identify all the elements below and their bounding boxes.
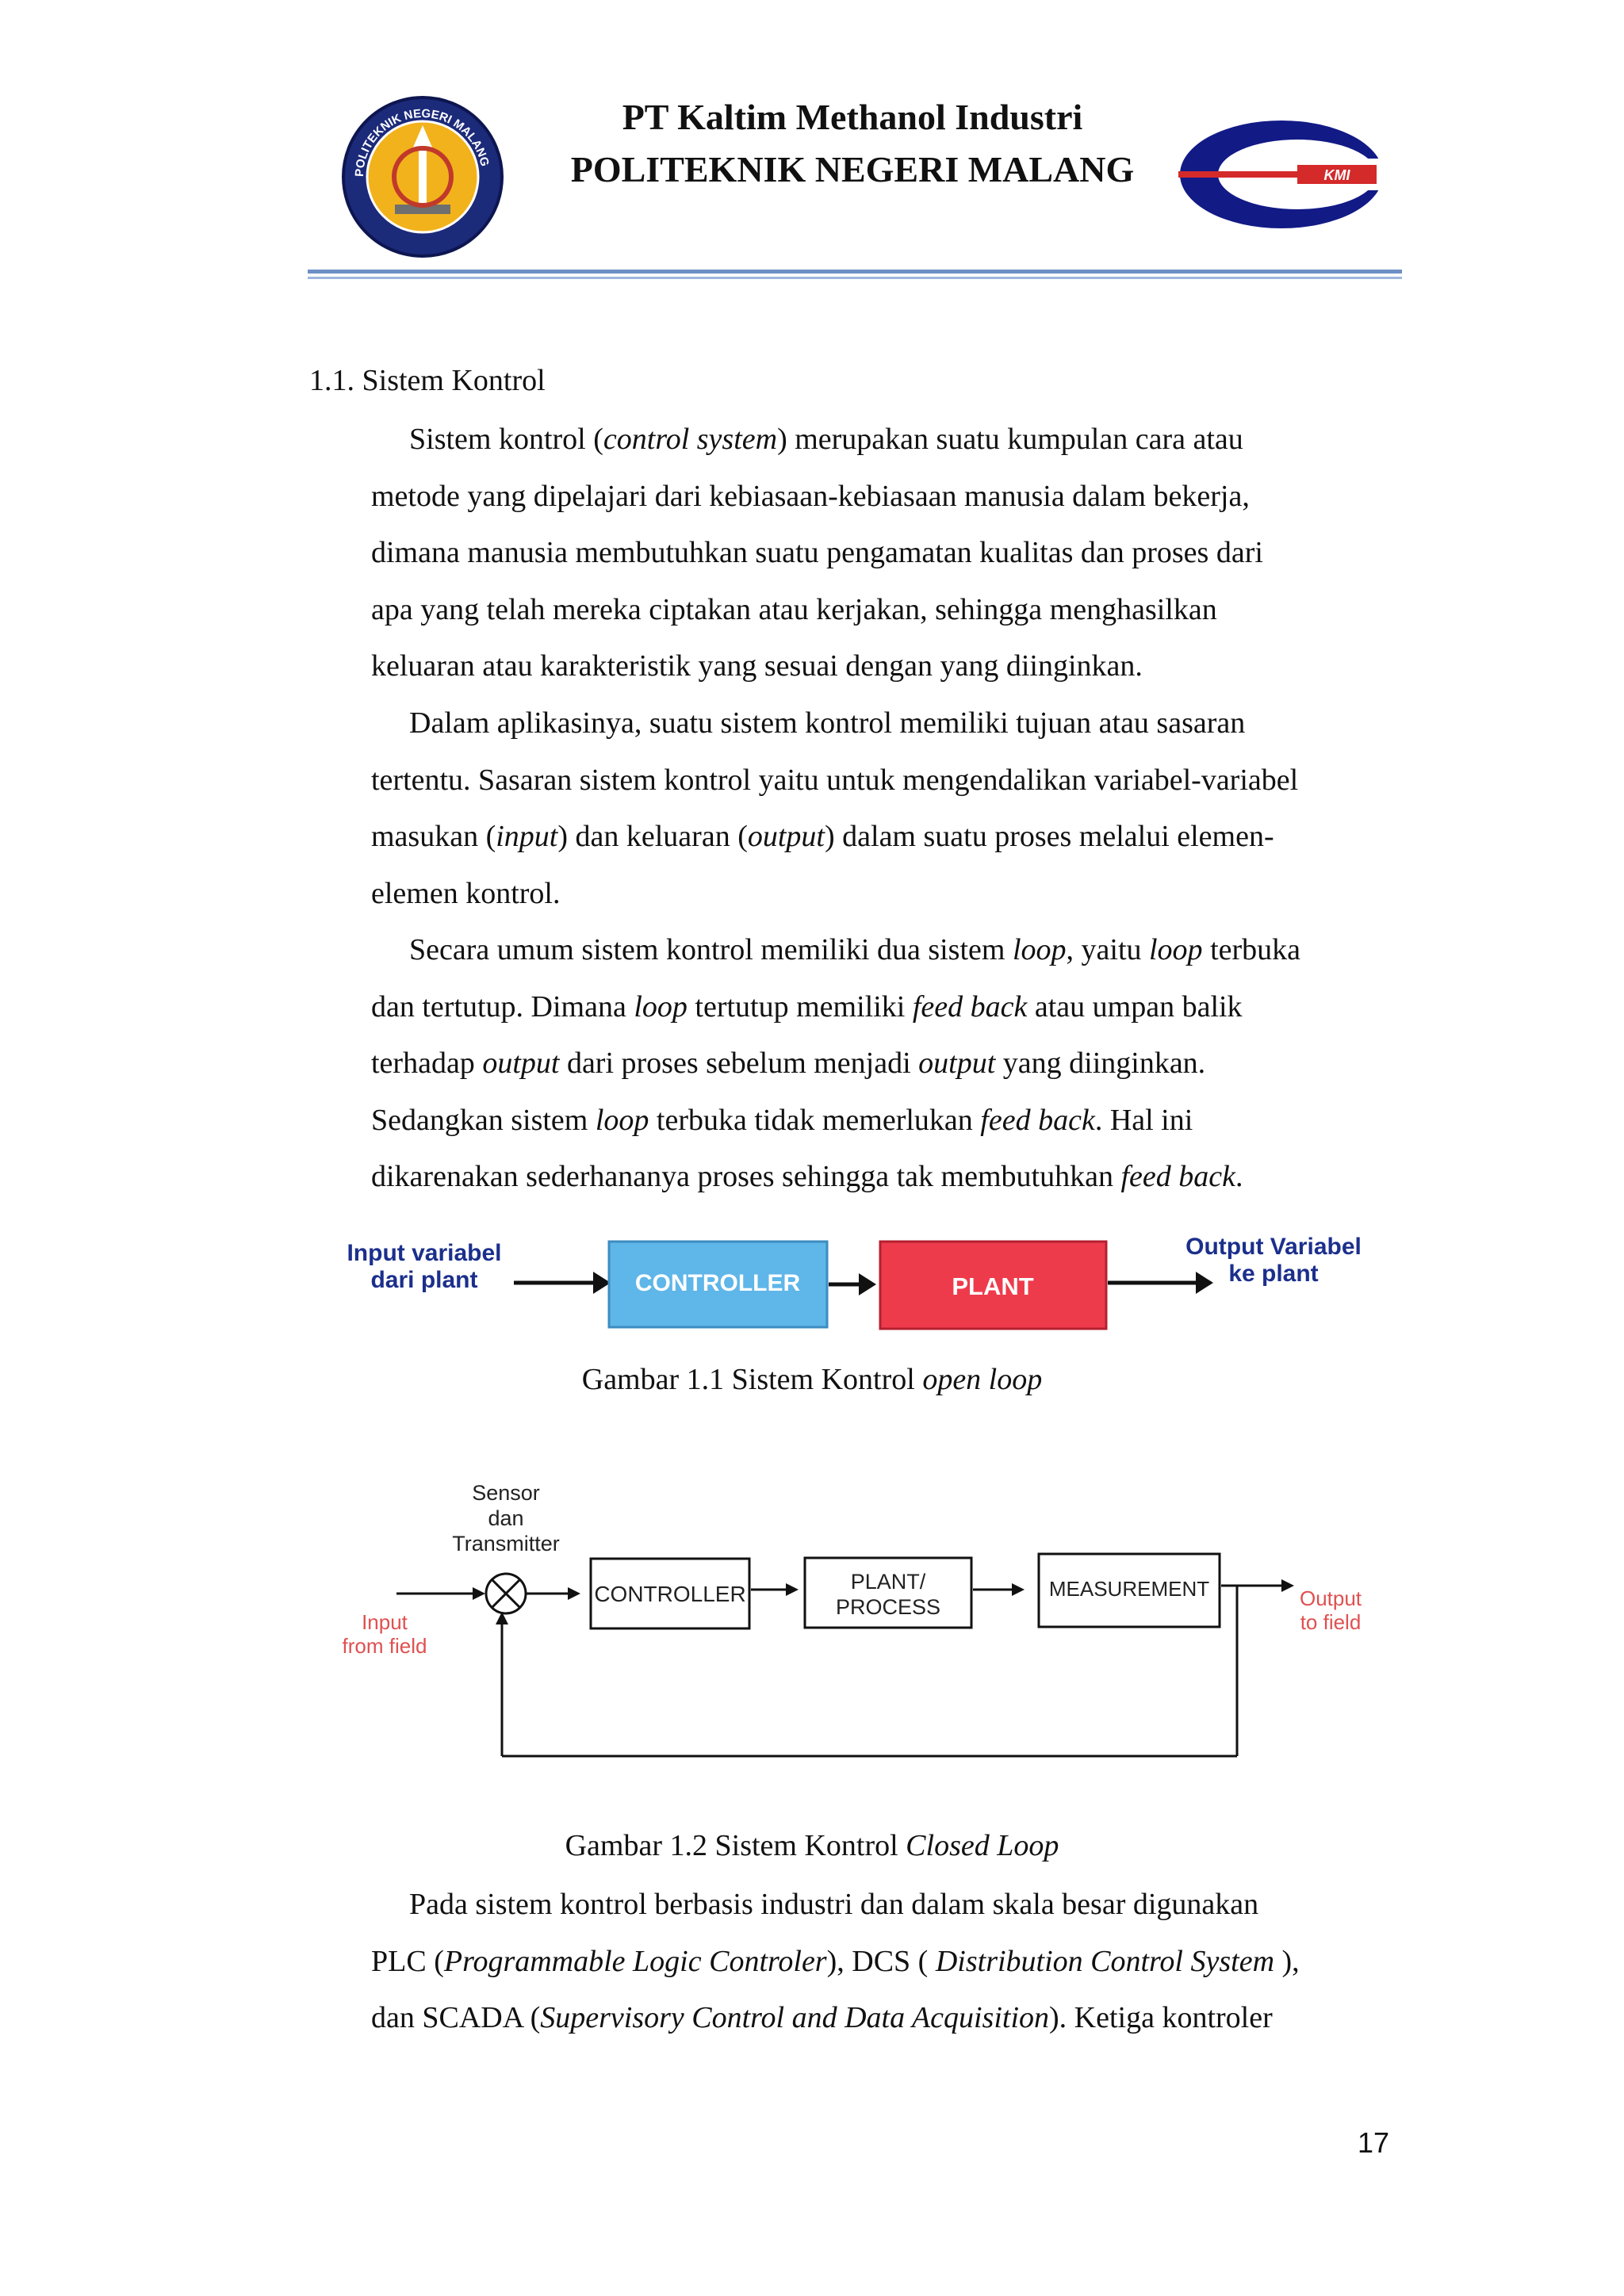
- arrow-icon: [1281, 1579, 1294, 1592]
- italic-term: control system: [603, 423, 778, 456]
- italic-term: loop: [634, 989, 688, 1024]
- para-line: [371, 752, 1394, 809]
- para-line: [371, 1093, 1394, 1150]
- italic-term: Programmable Logic Controler: [443, 1944, 827, 1978]
- open-loop-output-label-2: ke plant: [1228, 1261, 1319, 1287]
- text-run: tertentu. Sasaran sistem kontrol yaitu untuk mengendalikan variabel-variabel: [371, 763, 1299, 797]
- closed-loop-plant-label-1: PLANT/: [850, 1570, 926, 1594]
- text-run: Dalam aplikasinya, suatu sistem kontrol memiliki tujuan atau sasaran: [409, 706, 1246, 740]
- arrow-icon: [1196, 1272, 1213, 1294]
- text-run: ). Ketiga kontroler: [1049, 2001, 1273, 2034]
- italic-term: output: [482, 1047, 560, 1080]
- text-run: . Hal ini: [1094, 1103, 1193, 1137]
- para-line: [371, 1149, 1394, 1206]
- right-logo-text: KMI: [1323, 167, 1350, 183]
- text-run: PLC (: [371, 1944, 444, 1978]
- italic-term: input: [496, 820, 558, 853]
- sensor-label-1: Sensor: [472, 1481, 540, 1505]
- text-run: apa yang telah mereka ciptakan atau kerjakan, sehingga menghasilkan: [371, 592, 1217, 626]
- open-loop-plant-label: PLANT: [952, 1272, 1034, 1300]
- text-run: Sistem kontrol (: [409, 423, 603, 456]
- text-run: yang diinginkan.: [995, 1047, 1206, 1080]
- arrow-icon: [786, 1583, 799, 1596]
- para-line: [371, 1934, 1394, 1991]
- arrow-icon: [568, 1587, 580, 1600]
- para-line: [371, 866, 1394, 923]
- para-line: [371, 922, 1394, 979]
- italic-term: loop: [1012, 933, 1067, 966]
- text-run: masukan (: [371, 820, 496, 853]
- italic-term: feed back: [1120, 1160, 1235, 1193]
- open-loop-controller-label: CONTROLLER: [634, 1270, 801, 1296]
- header-rule: [308, 270, 1402, 274]
- closed-loop-output-label-1: Output: [1299, 1586, 1362, 1610]
- italic-term: loop: [1149, 933, 1203, 966]
- text-run: elemen kontrol.: [371, 876, 561, 910]
- paragraph-3: [371, 922, 1394, 1206]
- left-logo-text: POLITEKNIK NEGERI MALANG: [352, 106, 492, 178]
- header-line-2: POLITEKNIK NEGERI MALANG: [570, 149, 1135, 189]
- header-rule-thin: [308, 277, 1402, 279]
- italic-term: output: [747, 820, 825, 853]
- paragraph-4: [371, 1877, 1394, 2047]
- para-line: [371, 979, 1394, 1036]
- text-run: terbuka: [1202, 933, 1301, 966]
- para-line: [371, 1877, 1394, 1934]
- figure-2-caption-italic: Closed Loop: [906, 1829, 1059, 1862]
- text-run: Secara umum sistem kontrol memiliki dua sistem: [409, 933, 1013, 966]
- para-line: [371, 809, 1394, 866]
- text-run: keluaran atau karakteristik yang sesuai dengan yang diinginkan.: [371, 649, 1143, 683]
- text-run: Sedangkan sistem: [371, 1103, 596, 1137]
- para-line: [371, 638, 1394, 695]
- italic-term: Distribution Control System: [935, 1944, 1275, 1978]
- text-run: dari proses sebelum menjadi: [559, 1047, 919, 1080]
- text-run: dan tertutup. Dimana: [371, 989, 634, 1024]
- figure-1-caption: [0, 1362, 1624, 1397]
- closed-loop-plant-label-2: PROCESS: [835, 1595, 941, 1619]
- section-title: 1.1. Sistem Kontrol: [309, 364, 546, 397]
- figure-open-loop: [317, 1221, 1411, 1348]
- para-line: [371, 469, 1394, 526]
- text-run: tertutup memiliki: [687, 989, 913, 1024]
- summing-junction-icon: [486, 1574, 526, 1613]
- figure-2-caption: [0, 1828, 1624, 1863]
- closed-loop-controller-label: CONTROLLER: [594, 1582, 746, 1606]
- figure-1-caption-italic: open loop: [922, 1363, 1043, 1396]
- figure-1-caption-prefix: Gambar 1.1 Sistem Kontrol: [581, 1363, 923, 1396]
- text-run: Pada sistem kontrol berbasis industri dan dalam skala besar digunakan: [409, 1888, 1259, 1921]
- italic-term: output: [918, 1047, 996, 1080]
- open-loop-output-label-1: Output Variabel: [1185, 1234, 1362, 1260]
- right-logo: [1178, 119, 1385, 230]
- text-run: ) dalam suatu proses melalui elemen-: [824, 820, 1274, 853]
- figure-closed-loop: [333, 1475, 1396, 1768]
- para-line: [371, 1990, 1394, 2047]
- arrow-icon: [859, 1273, 876, 1295]
- arrow-icon: [1012, 1583, 1025, 1596]
- text-run: ) dan keluaran (: [557, 820, 748, 853]
- sensor-label-2: dan: [488, 1506, 524, 1530]
- paragraph-1: [371, 411, 1394, 695]
- text-run: dikarenakan sederhananya proses sehingga tak membutuhkan: [371, 1160, 1121, 1193]
- para-line: [371, 525, 1394, 582]
- italic-term: Supervisory Control and Data Acquisition: [540, 2001, 1050, 2034]
- text-run: ) merupakan suatu kumpulan cara atau: [777, 423, 1243, 456]
- closed-loop-input-label-2: from field: [342, 1634, 427, 1658]
- closed-loop-output-label-2: to field: [1300, 1610, 1362, 1634]
- text-run: dimana manusia membutuhkan suatu pengamatan kualitas dan proses dari: [371, 536, 1263, 569]
- arrow-icon: [473, 1587, 485, 1600]
- text-run: dan SCADA (: [371, 2001, 541, 2034]
- para-line: [371, 411, 1394, 469]
- text-run: metode yang dipelajari dari kebiasaan-kebiasaan manusia dalam bekerja,: [371, 479, 1250, 513]
- page-number: 17: [1358, 2126, 1390, 2159]
- italic-term: feed back: [980, 1103, 1095, 1137]
- text-run: ),: [1274, 1944, 1300, 1978]
- figure-2-caption-prefix: Gambar 1.2 Sistem Kontrol: [565, 1829, 906, 1862]
- para-line: [371, 695, 1394, 752]
- italic-term: feed back: [912, 989, 1028, 1024]
- paragraph-2: [371, 695, 1394, 922]
- measurement-label: MEASUREMENT: [1048, 1577, 1210, 1601]
- text-run: terbuka tidak memerlukan: [649, 1103, 981, 1137]
- text-run: atau umpan balik: [1027, 989, 1243, 1024]
- closed-loop-input-label-1: Input: [362, 1610, 408, 1634]
- sensor-label-3: Transmitter: [452, 1532, 560, 1556]
- text-run: ), DCS (: [826, 1944, 936, 1978]
- header-line-1: PT Kaltim Methanol Industri: [622, 97, 1083, 137]
- para-line: [371, 582, 1394, 639]
- text-run: , yaitu: [1066, 933, 1149, 966]
- text-run: terhadap: [371, 1047, 483, 1080]
- open-loop-input-label-1: Input variabel: [347, 1240, 502, 1266]
- para-line: [371, 1035, 1394, 1093]
- text-run: .: [1235, 1160, 1243, 1193]
- italic-term: loop: [595, 1103, 649, 1137]
- open-loop-input-label-2: dari plant: [370, 1267, 478, 1293]
